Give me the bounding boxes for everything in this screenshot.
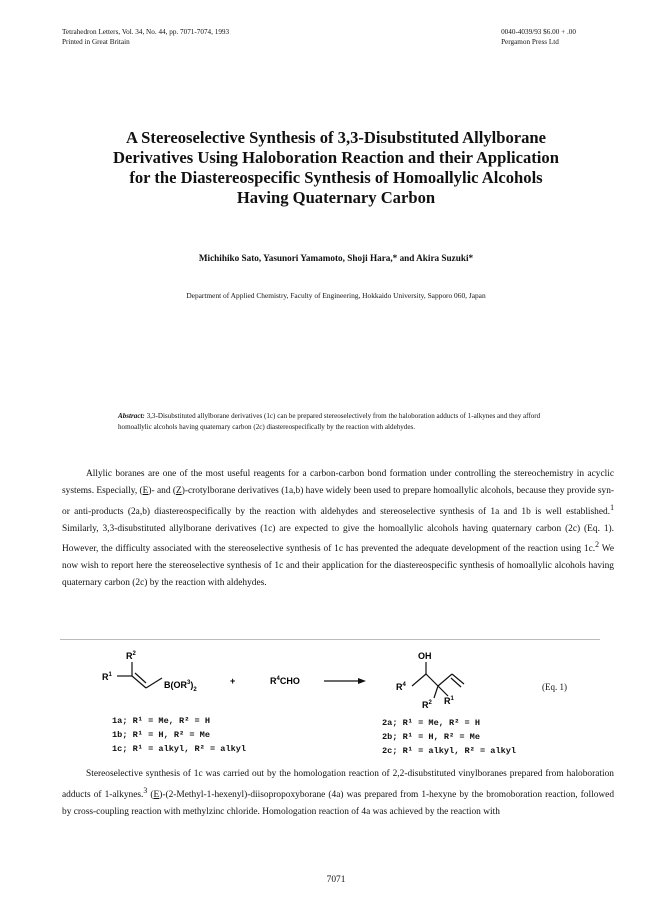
product-oh-label: OH <box>418 651 432 661</box>
product-r2-label: $R^2$ <box>422 700 432 710</box>
printed-in: Printed in Great Britain <box>62 38 130 46</box>
publisher: Pergamon Press Ltd <box>501 38 559 46</box>
plus-sign: + <box>230 676 236 686</box>
reaction-arrow <box>324 678 366 684</box>
para1-e-descriptor: E <box>142 485 149 496</box>
reference-3: 3 <box>143 785 148 795</box>
compound-1c: 1c; R¹ = alkyl, R² = alkyl <box>112 744 247 754</box>
para1-text-a: Allylic boranes are one of the most useful reagents for a carbon-carbon bond formation under controlling the stereochemistry in acyclic systems. Especially, ( <box>62 469 614 496</box>
reagent-boron-label: $B(OR^3)_2$ <box>164 680 197 693</box>
reaction-scheme <box>62 648 614 763</box>
product-r4-label: $R^4$ <box>396 682 406 692</box>
divider <box>60 639 600 640</box>
compound-1b: 1b; R¹ = H, R² = Me <box>112 730 210 740</box>
title-line-2: Derivatives Using Haloboration Reaction and their Application <box>113 148 559 167</box>
reagent-compound-list <box>112 714 246 756</box>
para2-text-c: )-(2-Methyl-1-hexenyl)-diisopropoxyborane (4a) was prepared from 1-hexyne by the bromoboration reaction, followed by cross-coupling reaction with methylzinc chloride. Homologation reaction of 4a was achieved by the reaction with <box>62 789 615 817</box>
compound-2c: 2c; R¹ = alkyl, R² = alkyl <box>382 746 517 756</box>
abstract-text: 3,3-Disubstituted allylborane derivatives (1c) can be prepared stereoselectively from the haloboration adducts of 1-alkynes and they afford homoallylic alcohols having quaternary carbon (2c) diastereospecifically by the reaction with aldehydes. <box>118 412 541 431</box>
product-skeleton <box>412 662 464 698</box>
product-compound-list <box>382 716 516 758</box>
affiliation: Department of Applied Chemistry, Faculty of Engineering, Hokkaido University, Sapporo 060, Japan <box>186 291 486 300</box>
para2-text-a: Stereoselective synthesis of 1c was carried out by the homologation reaction of 2,2-disubstituted vinylboranes prepared from haloboration adducts of 1-alkynes. <box>62 769 614 800</box>
synthesis-paragraph <box>62 766 614 821</box>
journal-header-left <box>62 27 229 47</box>
para1-text-f: We now wish to report here the stereoselective synthesis of 1c and their application for the diastereospecific synthesis of homoallylic alcohols having quaternary carbon (2c) by the reaction with aldehydes. <box>62 544 615 589</box>
reagent-r1-label: $R^1$ <box>102 672 112 682</box>
para1-z-descriptor: Z <box>176 485 182 496</box>
para2-e-descriptor: E <box>153 789 160 800</box>
equation-label: (Eq. 1) <box>542 682 567 692</box>
journal-header-right <box>501 27 576 47</box>
issn-price: 0040-4039/93 $6.00 + .00 <box>501 28 576 36</box>
compound-2b: 2b; R¹ = H, R² = Me <box>382 732 480 742</box>
title-line-1: A Stereoselective Synthesis of 3,3-Disubstituted Allylborane <box>125 128 547 147</box>
aldehyde-label: $R^4CHO$ <box>270 676 300 686</box>
para1-text-c: )-crotylborane derivatives (1a,b) have widely been used to prepare homoallylic alcohols, because they provide syn- or anti-products (2a,b) diastereospecifically by the reaction with aldehydes and stereoselective synthesis of 1a and 1b is well established. <box>62 485 615 517</box>
journal-citation: Tetrahedron Letters, Vol. 34, No. 44, pp. 7071-7074, 1993 <box>62 28 230 36</box>
reference-2: 2 <box>595 540 600 550</box>
intro-paragraph <box>62 466 614 592</box>
allylborane-skeleton <box>117 662 162 688</box>
para1-text-b: )- and ( <box>148 485 176 496</box>
para1-text-d: Similarly, 3,3-disubstituted allylborane derivatives (1c) are expected to give the homoallylic alcohols having quaternary carbon (2c) (Eq. 1). However, the difficulty associated with the stereoselective synthesis of 1c has prevented the adequate development of the reaction using 1c. <box>62 523 614 555</box>
title-line-3: for the Diastereospecific Synthesis of Homoallylic Alcohols <box>129 168 543 187</box>
paper-title <box>60 128 612 208</box>
product-r1-label: $R^1$ <box>444 696 454 706</box>
compound-1a: 1a; R¹ = Me, R² = H <box>112 716 210 726</box>
compound-2a: 2a; R¹ = Me, R² = H <box>382 718 480 728</box>
page-number: 7071 <box>326 875 346 885</box>
author-list: Michihiko Sato, Yasunori Yamamoto, Shoji Hara,* and Akira Suzuki* <box>198 253 474 263</box>
abstract-label: Abstract: <box>118 412 145 420</box>
abstract <box>118 411 558 432</box>
reference-1: 1 <box>610 502 614 512</box>
reagent-r2-label: $R^2$ <box>126 651 136 661</box>
title-line-4: Having Quaternary Carbon <box>236 188 436 207</box>
para2-text-b: ( <box>147 789 154 800</box>
